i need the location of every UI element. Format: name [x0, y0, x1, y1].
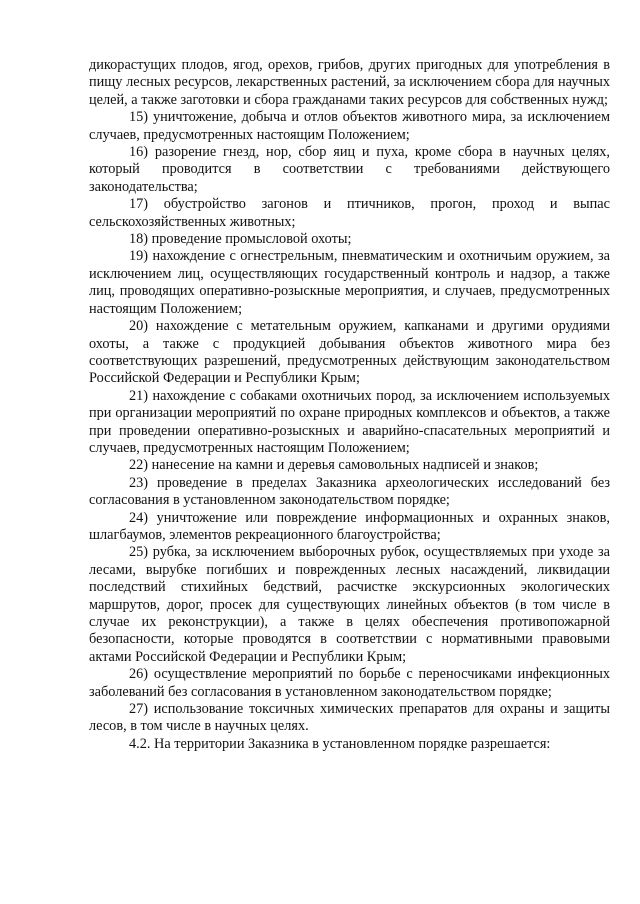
- list-item-18: 18) проведение промысловой охоты;: [129, 231, 352, 248]
- list-item-26: 26) осуществление мероприятий по борьбе с переносчиками инфекционных заболеваний без согласования в установленном законодательством порядке;: [89, 666, 610, 700]
- list-item-24: 24) уничтожение или повреждение информационных и охранных знаков, шлагбаумов, элементов рекреационного благоустройства;: [89, 509, 610, 543]
- list-item-21: 21) нахождение с собаками охотничьих пород, за исключением используемых при организации мероприятий по охране природных комплексов и объектов, а также при проведении оперативно-розыскных и аварийно-спасательных мероприятий и случаев, предусмотренных настоящим Положением;: [89, 387, 610, 456]
- list-item-27: 27) использование токсичных химических препаратов для охраны и защиты лесов, в том числе в научных целях.: [89, 701, 610, 735]
- section-heading-4-2: 4.2. На территории Заказника в установленном порядке разрешается:: [129, 735, 551, 752]
- list-item-15: 15) уничтожение, добыча и отлов объектов животного мира, за исключением случаев, предусмотренных настоящим Положением;: [89, 109, 610, 143]
- list-item-19: 19) нахождение с огнестрельным, пневматическим и охотничьим оружием, за исключением лиц, осуществляющих государственный контроль и надзор, а также лиц, проводящих оперативно-розыскные мероприятия, и случаев, предусмотренных настоящим Положением;: [89, 248, 610, 317]
- paragraph-continuation: дикорастущих плодов, ягод, орехов, грибов, других пригодных для употребления в пищу лесных ресурсов, лекарственных растений, за исключением сбора для научных целей, а также заготовки и сбора гражданами таких ресурсов для собственных нужд;: [89, 57, 610, 108]
- list-item-22: 22) нанесение на камни и деревья самовольных надписей и знаков;: [129, 457, 539, 474]
- list-item-25: 25) рубка, за исключением выборочных рубок, осуществляемых при уходе за лесами, вырубке погибших и поврежденных лесных насаждений, ликвидации последствий стихийных бедствий, расчистке экскурсионных экологических маршрутов, дорог, просек для существующих линейных объектов (в том числе в случае их реконструкции), а также в целях обеспечения противопожарной безопасности, которые проводятся в соответствии с нормативными правовыми актами Российской Федерации и Республики Крым;: [89, 544, 610, 665]
- list-item-20: 20) нахождение с метательным оружием, капканами и другими орудиями охоты, а также с продукцией добывания объектов животного мира без соответствующих разрешений, предусмотренных действующим законодательством Российской Федерации и Республики Крым;: [89, 318, 610, 387]
- list-item-17: 17) обустройство загонов и птичников, прогон, проход и выпас сельскохозяйственных животных;: [89, 196, 610, 230]
- document-page: [89, 57, 610, 753]
- list-item-23: 23) проведение в пределах Заказника археологических исследований без согласования в установленном законодательством порядке;: [89, 474, 610, 509]
- list-item-16: 16) разорение гнезд, нор, сбор яиц и пуха, кроме сбора в научных целях, который проводится в соответствии с требованиями действующего законодательства;: [89, 144, 610, 195]
